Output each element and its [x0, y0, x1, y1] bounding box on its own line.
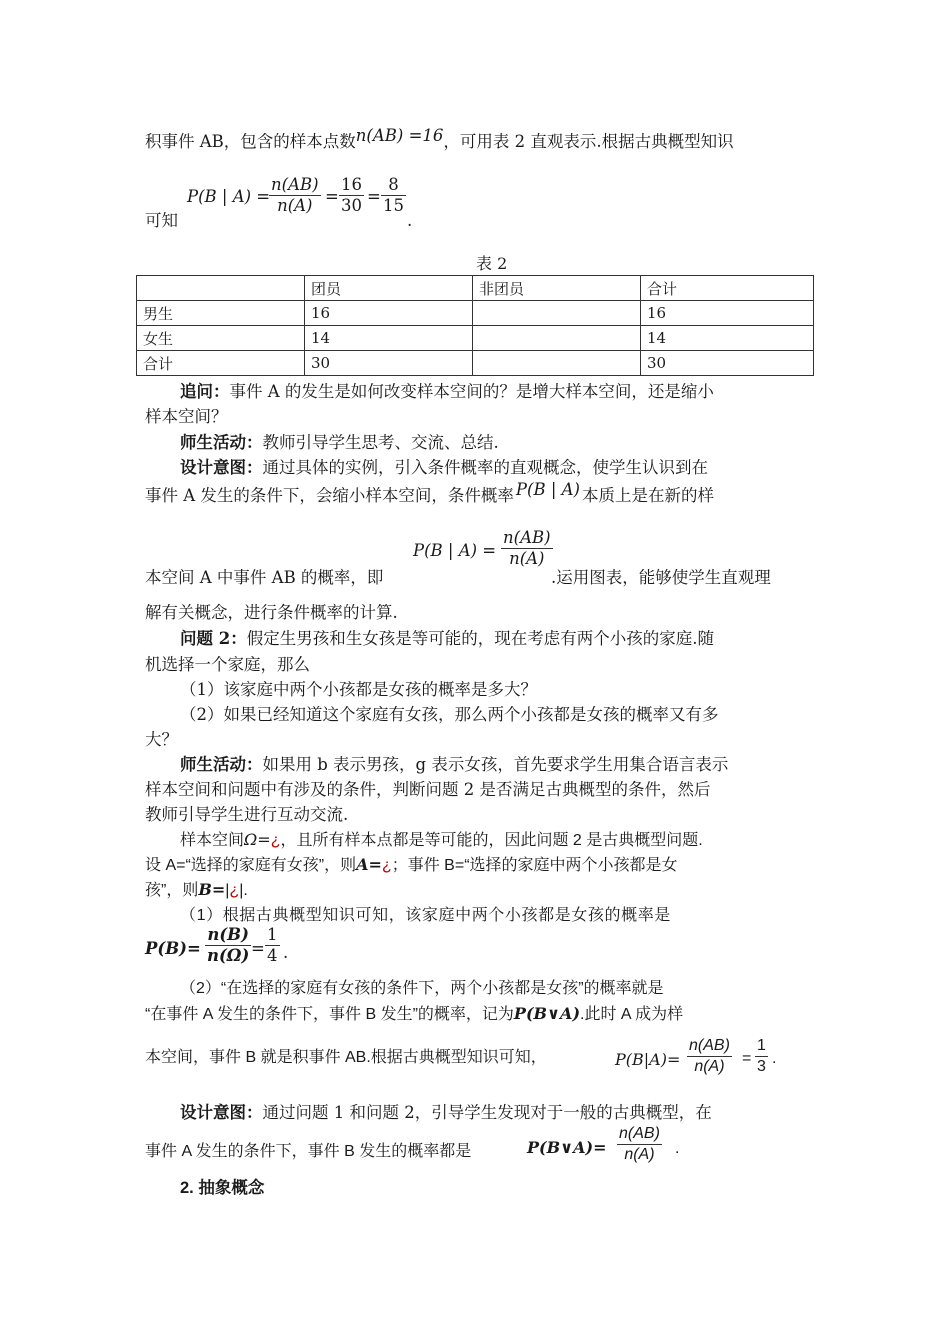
text: ，且所有样本点都是等可能的，因此问题 2 是古典概型问题. — [280, 832, 703, 849]
denominator: 15 — [383, 196, 404, 215]
math-expression: P(B∨A) — [513, 1004, 581, 1023]
text: （2）“在选择的家庭有女孩的条件下，两个小孩都是女孩”的概率就是 — [180, 980, 664, 997]
paragraph-line — [145, 126, 807, 154]
data-table — [136, 275, 814, 376]
formula-block — [145, 175, 545, 235]
text: 事件 A 发生的条件下，事件 B 发生的概率都是 — [145, 1143, 472, 1160]
label: 设计意图： — [180, 1103, 263, 1122]
table-header-cell: 合计 — [641, 276, 814, 301]
text: 通过问题 1 和问题 2，引导学生发现对于一般的古典概型，在 — [262, 1103, 712, 1122]
fraction — [265, 925, 280, 966]
text: 本空间 A 中事件 AB 的概率，即 — [145, 568, 384, 587]
denominator: 30 — [341, 196, 362, 215]
paragraph-line — [145, 601, 807, 625]
text: 事件 A 的发生是如何改变样本空间的？是增大样本空间，还是缩小 — [229, 382, 714, 401]
text: 样本空间和问题中有涉及的条件，判断问题 2 是否满足古典概型的条件，然后 — [145, 780, 711, 799]
formula-line — [145, 925, 445, 975]
math-expression: P(B|A)= — [615, 1050, 681, 1069]
table-cell — [473, 351, 641, 376]
text: 大？ — [145, 730, 178, 749]
text: | — [225, 882, 230, 899]
section-heading: 2. 抽象概念 — [180, 1179, 265, 1197]
math-expression: P(B | A) — [515, 480, 580, 499]
text: 样本空间 — [180, 832, 245, 849]
text: 可知 — [145, 211, 178, 230]
formula-line — [145, 526, 807, 586]
table-cell — [473, 326, 641, 351]
numerator: 1 — [267, 925, 278, 944]
text: | — [239, 882, 244, 899]
label: 师生活动： — [180, 755, 263, 774]
question-text: （2）如果已经知道这个家庭有女孩，那么两个小孩都是女孩的概率又有多 — [180, 705, 719, 724]
paragraph-line — [145, 405, 807, 429]
paragraph-line — [180, 678, 842, 702]
equals: = — [367, 187, 381, 206]
table-caption: 表 2 — [476, 254, 508, 273]
paragraph-line — [180, 753, 807, 777]
fraction — [269, 175, 321, 216]
text: 如果用 b 表示男孩，g 表示女孩，首先要求学生用集合语言表示 — [262, 755, 729, 774]
text: 样本空间？ — [145, 407, 228, 426]
table-row — [137, 301, 814, 326]
text: 本空间，事件 B 就是积事件 AB.根据古典概型知识可知， — [145, 1049, 547, 1066]
fraction — [501, 528, 553, 569]
label: 师生活动： — [180, 433, 263, 452]
paragraph-line — [145, 878, 807, 903]
equals: = — [251, 939, 265, 958]
table-cell: 男生 — [137, 301, 305, 326]
garbled-symbol: ¿ — [270, 832, 281, 849]
numerator: n(B) — [205, 925, 251, 946]
text: （1）根据古典概型知识可知，该家庭中两个小孩都是女孩的概率是 — [180, 907, 671, 924]
paragraph-line — [180, 456, 807, 480]
table-cell: 16 — [305, 301, 473, 326]
table-cell: 14 — [305, 326, 473, 351]
formula-line — [145, 1032, 807, 1088]
equals: = — [742, 1050, 752, 1067]
table-cell: 30 — [305, 351, 473, 376]
table-row — [137, 351, 814, 376]
text: . — [243, 882, 248, 899]
fraction — [381, 175, 406, 216]
paragraph-line — [180, 828, 807, 853]
text: “在事件 A 发生的条件下，事件 B 发生”的概率，记为 — [145, 1006, 514, 1023]
text: 假定生男孩和生女孩是等可能的，现在考虑有两个小孩的家庭.随 — [246, 629, 714, 648]
denominator: 3 — [757, 1058, 766, 1075]
fraction — [617, 1124, 662, 1165]
table-cell: 16 — [641, 301, 814, 326]
numerator: n(AB) — [271, 175, 319, 194]
paragraph-line — [180, 627, 807, 651]
math-expression: P(B)= — [145, 939, 201, 958]
numerator: 1 — [755, 1036, 768, 1057]
math-expression: P(B | A) = — [413, 541, 497, 560]
text: 机选择一个家庭，那么 — [145, 655, 310, 674]
equals: = — [325, 187, 339, 206]
numerator: n(AB) — [687, 1036, 732, 1057]
numerator: 8 — [381, 175, 406, 196]
garbled-symbol: ¿ — [381, 857, 392, 874]
math-expression: A= — [356, 855, 382, 874]
text: . — [283, 943, 289, 962]
numerator: n(AB) — [617, 1124, 662, 1145]
denominator: n(Ω) — [207, 946, 250, 965]
fraction — [339, 175, 364, 216]
paragraph-line — [145, 1002, 807, 1027]
text: 设 A=“选择的家庭有女孩”，则 — [145, 857, 357, 874]
fraction — [205, 925, 251, 966]
math-expression: n(AB) =16 — [355, 126, 444, 145]
text: . — [772, 1050, 777, 1067]
paragraph-line — [145, 728, 807, 752]
text: 积事件 AB，包含的样本点数 — [145, 132, 356, 151]
paragraph-line — [180, 431, 807, 455]
paragraph-line — [180, 977, 842, 1001]
math-expression: B= — [198, 880, 226, 899]
math-expression: P(B | A) = — [187, 187, 271, 206]
text: 通过具体的实例，引入条件概率的直观概念，使学生认识到在 — [262, 458, 708, 477]
paragraph-line — [145, 653, 807, 677]
text: 教师引导学生思考、交流、总结. — [262, 433, 499, 452]
paragraph-line — [180, 380, 807, 404]
denominator: n(A) — [694, 1058, 725, 1075]
text: ；事件 B=“选择的家庭中两个小孩都是女 — [391, 857, 678, 874]
text: . — [407, 211, 413, 230]
fraction — [687, 1036, 732, 1077]
table-cell: 合计 — [137, 351, 305, 376]
math-expression: Ω= — [244, 830, 271, 849]
text: .此时 A 成为样 — [580, 1006, 684, 1023]
text: 事件 A 发生的条件下，会缩小样本空间，条件概率 — [145, 486, 514, 505]
text: 解有关概念，进行条件概率的计算. — [145, 603, 398, 622]
text: 本质上是在新的样 — [581, 486, 714, 505]
table-cell: 14 — [641, 326, 814, 351]
text: . — [675, 1140, 680, 1157]
text: .运用图表，能够使学生直观理 — [551, 568, 771, 587]
paragraph-line — [145, 778, 807, 802]
table-cell — [473, 301, 641, 326]
text: 教师引导学生进行互动交流. — [145, 805, 349, 824]
table-header-cell — [137, 276, 305, 301]
formula-line — [145, 1124, 807, 1176]
paragraph-line — [145, 803, 807, 827]
denominator: n(A) — [624, 1146, 655, 1163]
paragraph-line — [145, 853, 807, 878]
paragraph-line — [145, 480, 807, 508]
label: 设计意图： — [180, 458, 263, 477]
label: 追问： — [180, 382, 230, 401]
table-header-cell: 团员 — [305, 276, 473, 301]
denominator: n(A) — [277, 196, 313, 215]
table-header-row — [137, 276, 814, 301]
table-cell: 30 — [641, 351, 814, 376]
math-expression: P(B∨A)= — [527, 1138, 607, 1157]
label: 问题 2： — [180, 629, 247, 648]
table-header-cell: 非团员 — [473, 276, 641, 301]
fraction — [755, 1036, 768, 1077]
numerator: n(AB) — [503, 528, 551, 547]
paragraph-line — [180, 1101, 807, 1125]
garbled-symbol: ¿ — [229, 882, 240, 899]
numerator: 16 — [341, 175, 362, 194]
question-text: （1）该家庭中两个小孩都是女孩的概率是多大？ — [180, 680, 537, 699]
table-cell: 女生 — [137, 326, 305, 351]
text: ，可用表 2 直观表示.根据古典概型知识 — [443, 132, 734, 151]
text: 孩”，则 — [145, 882, 199, 899]
denominator: 4 — [267, 946, 278, 965]
denominator: n(A) — [509, 549, 545, 568]
table-row — [137, 326, 814, 351]
paragraph-line — [180, 703, 842, 727]
